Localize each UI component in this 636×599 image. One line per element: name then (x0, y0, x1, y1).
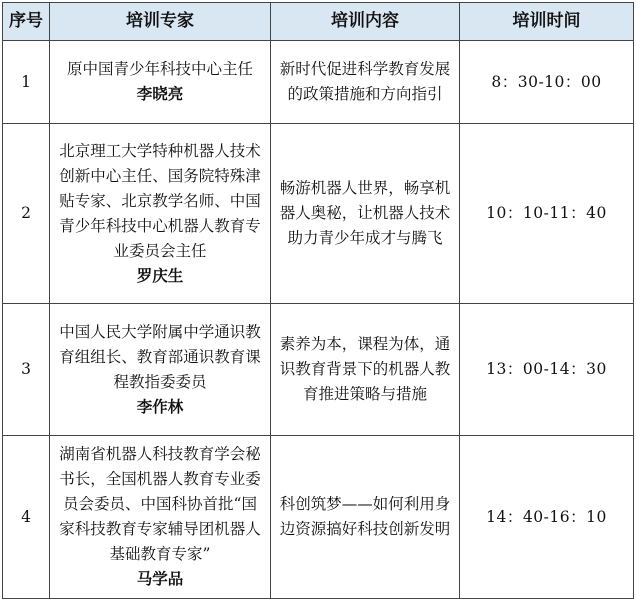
row-number: 2 (3, 124, 50, 304)
expert-name: 李晓亮 (136, 85, 184, 103)
training-content: 科创筑梦——如何利用身边资源搞好科技创新发明 (271, 436, 460, 599)
row-number: 4 (3, 436, 50, 599)
training-schedule-table (2, 2, 634, 599)
expert-title: 北京理工大学特种机器人技术创新中心主任、国务院特殊津贴专家、北京教学名师、中国青少年科技中心机器人教育专业委员会主任 (59, 141, 261, 260)
training-time: 10：10-11：40 (460, 124, 634, 304)
expert-name: 李作林 (136, 397, 184, 416)
expert-title: 原中国青少年科技中心主任 (66, 60, 253, 78)
row-number: 1 (3, 41, 50, 124)
header-time: 培训时间 (460, 3, 634, 41)
header-no: 序号 (3, 3, 50, 41)
header-expert: 培训专家 (50, 3, 271, 41)
table-header-row (3, 3, 634, 41)
expert-title: 中国人民大学附属中学通识教育组组长、教育部通识教育课程教指委委员 (59, 322, 261, 391)
row-number: 3 (3, 304, 50, 436)
header-content: 培训内容 (271, 3, 460, 41)
training-content: 畅游机器人世界，畅享机器人奥秘，让机器人技术助力青少年成才与腾飞 (271, 124, 460, 304)
expert-cell (50, 124, 271, 304)
table-row (3, 41, 634, 124)
training-content: 素养为本，课程为体，通识教育背景下的机器人教育推进策略与措施 (271, 304, 460, 436)
training-time: 8：30-10：00 (460, 41, 634, 124)
table-row (3, 436, 634, 599)
expert-name: 马学品 (136, 570, 184, 588)
expert-cell (50, 304, 271, 436)
expert-title: 湖南省机器人科技教育学会秘书长，全国机器人教育专业委员会委员、中国科协首批“国家科技教育专家辅导团机器人基础教育专家” (59, 445, 261, 563)
expert-cell (50, 41, 271, 124)
training-content: 新时代促进科学教育发展的政策措施和方向指引 (271, 41, 460, 124)
expert-cell (50, 436, 271, 599)
table-row (3, 124, 634, 304)
training-time: 14：40-16：10 (460, 436, 634, 599)
table-row (3, 304, 634, 436)
training-time: 13：00-14：30 (460, 304, 634, 436)
expert-name: 罗庆生 (136, 266, 184, 285)
